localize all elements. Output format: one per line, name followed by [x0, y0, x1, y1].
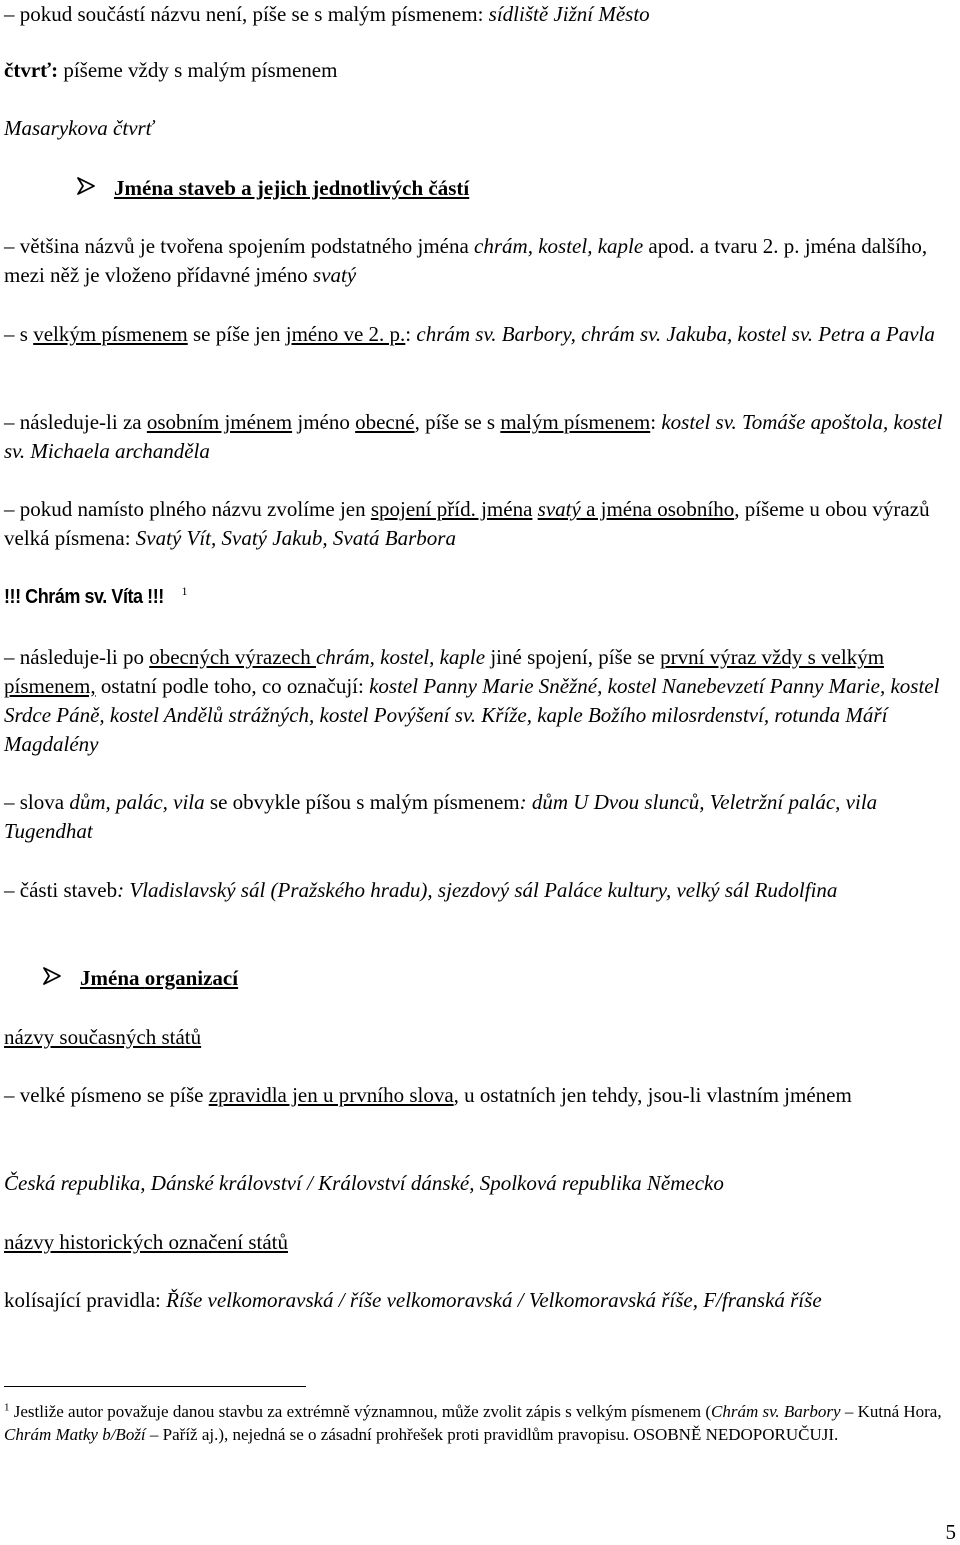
underlined-text: malým písmenem: [500, 410, 651, 434]
example-text: Říše velkomoravská / říše velkomoravská / Velkomoravská říše, F/franská říše: [166, 1288, 822, 1312]
example-text: Svatý Vít, Svatý Jakub, Svatá Barbora: [135, 526, 456, 550]
example-text: : dům U Dvou slunců, Veletržní palác, vila Tugendhat: [4, 790, 878, 843]
text: – následuje-li za: [4, 410, 147, 434]
paragraph-vetsina-nazvu: [4, 232, 948, 290]
text: ostatní podle toho, co označují:: [95, 674, 370, 698]
text: :: [650, 410, 662, 434]
text: – s: [4, 322, 34, 346]
paragraph-dum-palac-vila: [4, 788, 948, 846]
section-heading-organizace: [4, 964, 948, 993]
underlined-text: obecných výrazech: [149, 645, 316, 669]
underlined-text: jméno ve 2. p.: [285, 322, 406, 346]
subheading-soucasne-staty: [4, 1023, 948, 1052]
paragraph-kolisajici-pravidla: [4, 1286, 948, 1315]
underlined-text: velkým písmenem: [33, 322, 188, 346]
text: – Kutná Hora,: [840, 1402, 942, 1421]
example-text: chrám, kostel, kaple: [474, 234, 644, 258]
text: jméno: [292, 410, 356, 434]
example-text: kostel sv. Tomáše apoštola, kostel sv. Michaela archanděla: [4, 410, 943, 463]
text: , píše se s: [414, 410, 501, 434]
example-text: sídliště Jižní Město: [488, 2, 650, 26]
text: – pokud součástí názvu není, píše se s malým písmenem:: [4, 2, 489, 26]
term: čtvrť:: [4, 58, 59, 82]
paragraph-velke-pismeno: [4, 1081, 948, 1110]
underlined-text: první výraz vždy s velkým písmenem,: [4, 645, 885, 698]
warning-text: !!! Chrám sv. Víta !!!: [4, 586, 164, 608]
text: , píšeme u obou výrazů velká písmena:: [4, 497, 930, 550]
text: píšeme vždy s malým písmenem: [58, 58, 338, 82]
subheading-text: názvy historických označení států: [4, 1230, 288, 1254]
underlined-text: obecné: [355, 410, 415, 434]
subheading-text: názvy současných států: [4, 1025, 202, 1049]
text: se píše jen: [187, 322, 286, 346]
paragraph-osobnim-jmenem: [4, 408, 948, 466]
example-text: chrám, kostel, kaple: [315, 645, 486, 669]
heading-text: organizací: [144, 966, 239, 990]
text: – následuje-li po: [4, 645, 150, 669]
paragraph-ctvrt-example: [4, 114, 948, 143]
example-text: svatý: [537, 497, 581, 521]
underlined-text: spojení příd. jména: [370, 497, 533, 521]
underlined-text: a jména osobního: [580, 497, 735, 521]
page-number: 5: [945, 1520, 956, 1544]
underlined-text: zpravidla jen u prvního slova: [208, 1083, 454, 1107]
text: se obvykle píšou s malým písmenem: [204, 790, 520, 814]
heading-text: Jména staveb a jejich jednotlivých částí: [114, 176, 470, 200]
example-text: : Vladislavský sál (Pražského hradu), sjezdový sál Paláce kultury, velký sál Rudolfina: [117, 878, 838, 902]
warning-line: [4, 582, 948, 612]
text: – velké písmeno se píše: [4, 1083, 209, 1107]
example-text: Chrám Matky b/Boží: [4, 1425, 146, 1444]
section-heading-stavby: [4, 174, 948, 203]
text: :: [405, 322, 417, 346]
paragraph-velkym-pismenem: [4, 320, 948, 349]
text: Jestliže autor považuje danou stavbu za extrémně významnou, může zvolit zápis s velkým písmenem (: [9, 1402, 712, 1421]
footnote-ref[interactable]: 1: [181, 584, 188, 598]
paragraph-sidliste: [4, 0, 948, 29]
paragraph-staty-examples: [4, 1169, 948, 1198]
example-text: dům, palác, vila: [69, 790, 205, 814]
paragraph-casti-staveb: [4, 876, 948, 905]
text: – Paříž aj.), nejedná se o zásadní prohřešek proti pravidlům pravopisu. OSOBNĚ NEDOPORUČUJI.: [145, 1425, 839, 1444]
text: – části staveb: [4, 878, 118, 902]
example-text: kostel Panny Marie Sněžné, kostel Nanebevzetí Panny Marie, kostel Srdce Páně, kostel Andělů strážných, kostel Povýšení sv. Kříže, kaple Božího milosrdenství, rotunda Máří Magdalény: [4, 674, 940, 756]
arrowhead-icon: [76, 174, 96, 203]
underlined-text: osobním jménem: [146, 410, 293, 434]
heading-text: Jména: [80, 966, 145, 990]
paragraph-obecnych-vyrazech: [4, 643, 948, 759]
text: – slova: [4, 790, 70, 814]
footnote: [4, 1400, 948, 1446]
example-text: Chrám sv. Barbory: [711, 1402, 841, 1421]
text: – pokud namísto plného názvu zvolíme jen: [4, 497, 371, 521]
arrowhead-icon: [42, 964, 62, 993]
text: jiné spojení, píše se: [485, 645, 661, 669]
footnote-separator: [4, 1386, 306, 1387]
example-text: chrám sv. Barbory, chrám sv. Jakuba, kostel sv. Petra a Pavla: [416, 322, 935, 346]
text: – většina názvů je tvořena spojením podstatného jména: [4, 234, 475, 258]
example-text: svatý: [313, 263, 357, 287]
example-text: Masarykova čtvrť: [4, 116, 154, 140]
subheading-historicke-staty: [4, 1228, 948, 1257]
example-text: Česká republika, Dánské království / Království dánské, Spolková republika Německo: [4, 1171, 724, 1195]
text: , u ostatních jen tehdy, jsou-li vlastním jménem: [453, 1083, 852, 1107]
paragraph-namisto-nazvu: [4, 495, 948, 553]
text: kolísající pravidla:: [4, 1288, 167, 1312]
paragraph-ctvrt: [4, 56, 948, 85]
footnote-number: 1: [4, 1401, 10, 1414]
text: apod. a tvaru 2. p. jména dalšího, mezi něž je vloženo přídavné jméno: [4, 234, 928, 287]
